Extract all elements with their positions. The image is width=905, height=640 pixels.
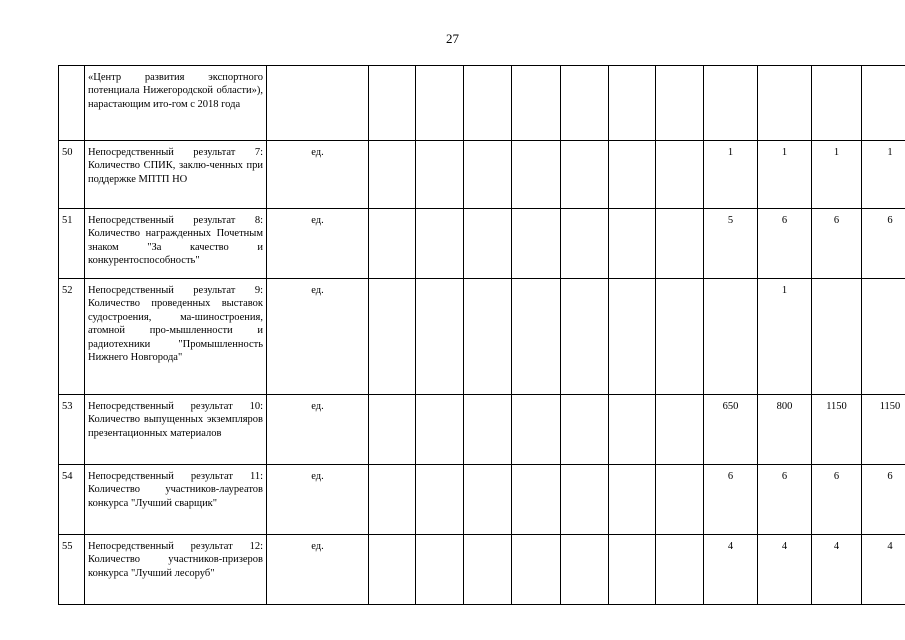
value-cell	[561, 535, 609, 605]
value-cell: 4	[862, 535, 905, 605]
value-cell: 1	[758, 279, 812, 395]
indicator-description-cell: Непосредственный результат 7: Количество СПИК, заклю-ченных при поддержке МПТП НО	[85, 141, 267, 209]
value-cell	[862, 66, 905, 141]
value-cell: 6	[862, 209, 905, 279]
value-cell: 6	[758, 209, 812, 279]
value-cell: 800	[758, 395, 812, 465]
unit-cell: ед.	[267, 209, 369, 279]
value-cell	[812, 279, 862, 395]
value-cell	[512, 209, 561, 279]
unit-cell: ед.	[267, 279, 369, 395]
value-cell	[464, 395, 512, 465]
table-row	[59, 465, 905, 535]
unit-cell: ед.	[267, 465, 369, 535]
table-row	[59, 141, 905, 209]
value-cell	[656, 279, 704, 395]
value-cell	[656, 209, 704, 279]
value-cell: 1	[704, 141, 758, 209]
value-cell	[464, 209, 512, 279]
value-cell	[704, 66, 758, 141]
value-cell	[512, 279, 561, 395]
value-cell	[561, 279, 609, 395]
value-cell	[369, 535, 416, 605]
value-cell: 6	[812, 465, 862, 535]
value-cell	[416, 209, 464, 279]
value-cell	[609, 209, 656, 279]
table-row	[59, 395, 905, 465]
table-body	[59, 66, 905, 605]
value-cell	[369, 66, 416, 141]
value-cell: 1	[862, 141, 905, 209]
value-cell	[464, 465, 512, 535]
row-number-cell: 50	[59, 141, 85, 209]
value-cell	[369, 465, 416, 535]
value-cell	[464, 279, 512, 395]
row-number-cell: 52	[59, 279, 85, 395]
value-cell	[656, 141, 704, 209]
value-cell	[416, 535, 464, 605]
value-cell: 4	[812, 535, 862, 605]
value-cell: 1	[758, 141, 812, 209]
value-cell: 1150	[812, 395, 862, 465]
value-cell: 4	[704, 535, 758, 605]
value-cell	[656, 395, 704, 465]
indicator-description-cell: Непосредственный результат 9: Количество проведенных выставок судостроения, ма-шиностроения, атомной про-мышленности и радиотехники "Промышленность Нижнего Новгорода"	[85, 279, 267, 395]
indicator-description-cell: Непосредственный результат 8: Количество награжденных Почетным знаком "За качество и конкурентоспособность"	[85, 209, 267, 279]
value-cell	[609, 141, 656, 209]
indicator-description-cell: Непосредственный результат 11: Количество участников-лауреатов конкурса "Лучший сварщик"	[85, 465, 267, 535]
value-cell	[609, 66, 656, 141]
value-cell	[512, 395, 561, 465]
indicator-description-cell: Непосредственный результат 10: Количество выпущенных экземпляров презентационных материалов	[85, 395, 267, 465]
value-cell	[512, 141, 561, 209]
page-number: 27	[446, 31, 459, 46]
unit-cell	[267, 66, 369, 141]
value-cell: 6	[704, 465, 758, 535]
value-cell	[862, 279, 905, 395]
value-cell: 5	[704, 209, 758, 279]
value-cell: 1150	[862, 395, 905, 465]
value-cell	[609, 535, 656, 605]
value-cell	[416, 141, 464, 209]
value-cell	[416, 395, 464, 465]
row-number-cell: 54	[59, 465, 85, 535]
value-cell	[609, 279, 656, 395]
value-cell	[656, 66, 704, 141]
value-cell	[609, 465, 656, 535]
value-cell	[369, 395, 416, 465]
value-cell	[561, 66, 609, 141]
value-cell	[561, 141, 609, 209]
table-row	[59, 279, 905, 395]
table-row	[59, 209, 905, 279]
value-cell: 6	[862, 465, 905, 535]
unit-cell: ед.	[267, 395, 369, 465]
indicator-description-cell: Непосредственный результат 12: Количество участников-призеров конкурса "Лучший лесоруб"	[85, 535, 267, 605]
value-cell	[416, 279, 464, 395]
indicator-description-cell: «Центр развития экспортного потенциала Нижегородской области»), нарастающим ито-гом с 2018 года	[85, 66, 267, 141]
value-cell	[758, 66, 812, 141]
value-cell	[656, 465, 704, 535]
value-cell	[464, 141, 512, 209]
value-cell	[369, 279, 416, 395]
row-number-cell	[59, 66, 85, 141]
value-cell	[561, 465, 609, 535]
row-number-cell: 53	[59, 395, 85, 465]
value-cell	[464, 66, 512, 141]
value-cell: 6	[758, 465, 812, 535]
row-number-cell: 51	[59, 209, 85, 279]
indicators-table	[58, 65, 905, 605]
value-cell	[416, 465, 464, 535]
table-row	[59, 535, 905, 605]
value-cell	[812, 66, 862, 141]
value-cell	[656, 535, 704, 605]
unit-cell: ед.	[267, 535, 369, 605]
value-cell	[369, 209, 416, 279]
value-cell	[561, 395, 609, 465]
value-cell	[704, 279, 758, 395]
value-cell: 6	[812, 209, 862, 279]
value-cell	[416, 66, 464, 141]
unit-cell: ед.	[267, 141, 369, 209]
value-cell	[609, 395, 656, 465]
value-cell	[512, 66, 561, 141]
row-number-cell: 55	[59, 535, 85, 605]
value-cell	[512, 465, 561, 535]
value-cell	[369, 141, 416, 209]
value-cell: 1	[812, 141, 862, 209]
value-cell: 4	[758, 535, 812, 605]
value-cell	[464, 535, 512, 605]
value-cell	[561, 209, 609, 279]
table-row	[59, 66, 905, 141]
value-cell	[512, 535, 561, 605]
value-cell: 650	[704, 395, 758, 465]
